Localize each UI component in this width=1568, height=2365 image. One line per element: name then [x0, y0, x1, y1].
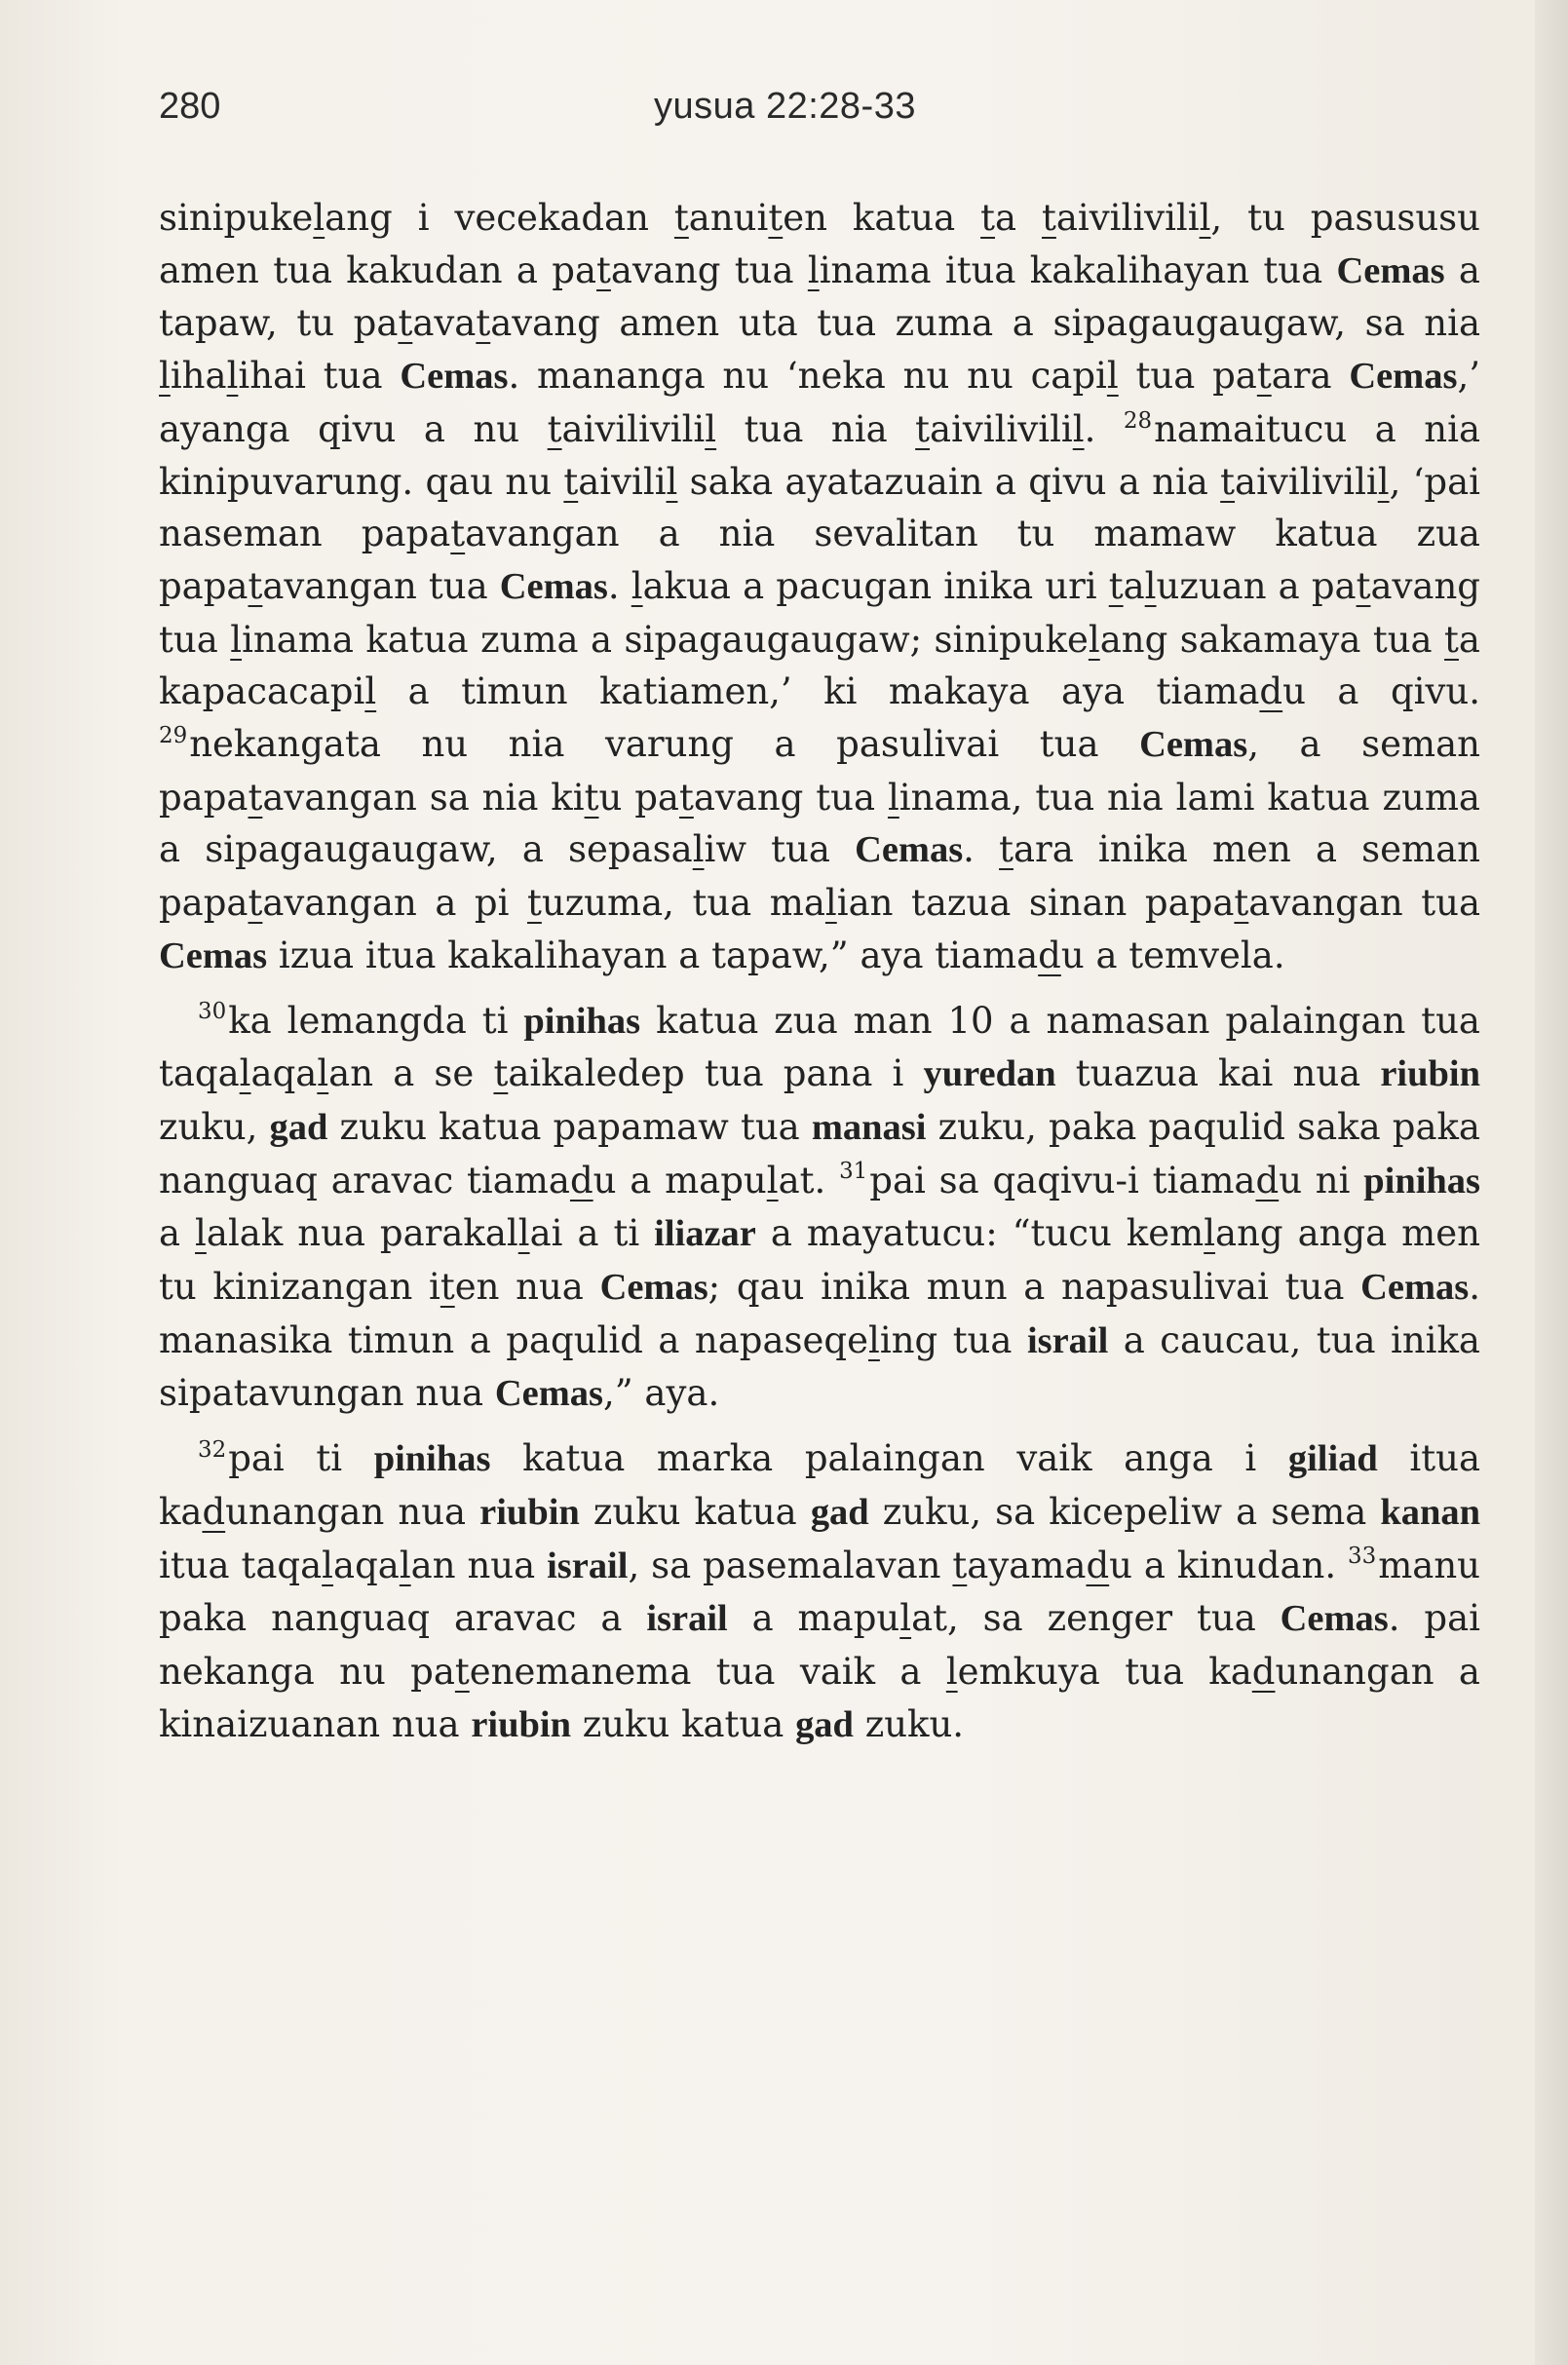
underlined-letter: d — [1259, 670, 1283, 713]
underlined-letter: l — [230, 618, 243, 661]
text-run: manu paka nanguaq aravac a — [159, 1544, 1480, 1640]
text-run: zuku katua — [570, 1702, 796, 1745]
underlined-letter: l — [766, 1159, 779, 1202]
underlined-letter: t — [248, 882, 263, 925]
text-run: a tapaw, tu pa — [159, 248, 1480, 345]
underlined-letter: l — [1199, 197, 1211, 239]
underlined-letter: l — [1072, 407, 1085, 450]
text-run: a caucau, tua inika sipatavungan nua — [159, 1318, 1480, 1415]
proper-name: Cemas — [400, 356, 509, 398]
text-run: emkuya tua ka — [957, 1650, 1252, 1693]
text-run: avangan sa nia ki — [262, 776, 585, 819]
underlined-letter: l — [317, 1052, 329, 1095]
underlined-letter: l — [1144, 564, 1157, 607]
proper-name: giliad — [1287, 1438, 1378, 1480]
proper-name: riubin — [479, 1491, 580, 1533]
proper-name: Cemas — [159, 935, 268, 976]
text-run: . — [607, 564, 631, 607]
text-run: anui — [688, 197, 769, 239]
underlined-letter: t — [440, 1266, 455, 1309]
underlined-letter: t — [584, 776, 599, 819]
text-run: akua a pacugan inika uri — [642, 564, 1109, 607]
proper-name: gad — [795, 1703, 854, 1745]
text-run: ai a ti — [529, 1212, 655, 1255]
text-run: iw tua — [704, 828, 856, 871]
proper-name: manasi — [811, 1106, 927, 1148]
text-run: en katua — [783, 197, 981, 239]
text-run: ka lemangda ti — [228, 999, 524, 1042]
text-run: itua ka — [159, 1437, 1480, 1533]
underlined-letter: l — [364, 670, 377, 713]
text-run: ; qau inika mun a napasulivai tua — [708, 1266, 1361, 1309]
verse-number: 29 — [159, 722, 188, 748]
page-header — [159, 86, 1480, 144]
underlined-letter: t — [768, 197, 784, 239]
page-edge — [1535, 0, 1568, 2365]
underlined-letter: t — [596, 248, 611, 291]
text-run: avangan a pi — [262, 882, 527, 925]
proper-name: yuredan — [923, 1053, 1056, 1095]
underlined-letter: t — [1234, 882, 1249, 925]
text-run: aivilivili — [930, 407, 1073, 450]
underlined-letter: l — [226, 355, 239, 398]
running-head: yusua 22:28-33 — [654, 86, 916, 127]
text-run: ihai tua — [238, 355, 401, 398]
underlined-letter: l — [631, 564, 643, 607]
text-run: avangan a nia sevalitan tu mamaw katua zua papa — [159, 513, 1480, 607]
underlined-letter: l — [517, 1212, 530, 1255]
underlined-letter: t — [563, 460, 579, 503]
text-run: ara inika men a seman papa — [159, 828, 1480, 925]
underlined-letter: l — [807, 248, 820, 291]
underlined-letter: d — [1251, 1650, 1276, 1693]
proper-name: Cemas — [599, 1267, 708, 1309]
text-run: namaitucu a nia kinipuvarung. qau nu — [159, 407, 1481, 503]
verse-number: 31 — [839, 1159, 868, 1185]
underlined-letter: l — [159, 355, 171, 398]
text-run: . pai nekanga nu pa — [159, 1597, 1481, 1693]
underlined-letter: t — [547, 407, 562, 450]
underlined-letter: t — [526, 882, 542, 925]
text-run: at, sa zenger tua — [911, 1597, 1281, 1640]
underlined-letter: t — [1108, 564, 1124, 607]
text-run: ang anga men tu kinizangan i — [159, 1212, 1480, 1309]
text-run: a — [1123, 564, 1145, 607]
underlined-letter: t — [248, 564, 263, 607]
underlined-letter: t — [678, 776, 694, 819]
underlined-letter: t — [980, 197, 995, 239]
proper-name: Cemas — [1349, 356, 1458, 398]
text-run: avangan tua — [1248, 882, 1480, 925]
proper-name: Cemas — [1336, 249, 1445, 291]
underlined-letter: l — [666, 460, 678, 503]
text-run: katua marka palaingan vaik anga i — [490, 1437, 1288, 1480]
text-run: aivili — [578, 460, 667, 503]
underlined-letter: t — [1356, 564, 1371, 607]
text-run: , a seman papa — [159, 723, 1480, 819]
underlined-letter: l — [705, 407, 717, 450]
proper-name: gad — [810, 1491, 869, 1533]
underlined-letter: t — [673, 197, 689, 239]
paragraph — [159, 192, 1480, 983]
underlined-letter: l — [868, 1318, 880, 1361]
text-run: avang amen uta tua zuma a sipagaugaugaw, sa nia — [490, 302, 1480, 345]
underlined-letter: l — [1377, 460, 1390, 503]
page-number: 280 — [159, 86, 221, 127]
text-run: a — [159, 1212, 196, 1255]
underlined-letter: l — [239, 1052, 251, 1095]
underlined-letter: l — [195, 1212, 207, 1255]
text-run: avang tua — [610, 248, 808, 291]
text-run: ara — [1271, 355, 1350, 398]
text-run: zuku, — [159, 1105, 270, 1148]
underlined-letter: d — [1255, 1159, 1280, 1202]
underlined-letter: t — [476, 302, 491, 345]
proper-name: Cemas — [499, 565, 608, 607]
underlined-letter: d — [1038, 934, 1061, 976]
underlined-letter: t — [1220, 460, 1236, 503]
text-run: ,” aya. — [602, 1372, 720, 1415]
underlined-letter: l — [1088, 618, 1100, 661]
text-run: a mayatucu: “tucu kem — [755, 1212, 1205, 1255]
text-run: inama itua kakalihayan tua — [819, 248, 1337, 291]
text-run: a kapacacapi — [159, 618, 1480, 713]
proper-name: gad — [269, 1106, 328, 1148]
text-run: an a se — [328, 1052, 494, 1095]
text-run: u a temvela. — [1060, 934, 1285, 976]
underlined-letter: t — [493, 1052, 509, 1095]
text-run: . mananga nu ‘neka nu nu capi — [508, 355, 1107, 398]
text-run: aqa — [333, 1544, 400, 1586]
text-run: tuazua kai nua — [1055, 1052, 1381, 1095]
proper-name: Cemas — [855, 829, 964, 871]
text-run: , sa pasemalavan — [628, 1544, 953, 1586]
proper-name: Cemas — [1139, 724, 1248, 766]
underlined-letter: l — [1204, 1212, 1216, 1255]
paragraph — [159, 995, 1480, 1422]
underlined-letter: d — [569, 1159, 593, 1202]
underlined-letter: l — [1106, 355, 1119, 398]
underlined-letter: l — [824, 882, 837, 925]
text-run: ayama — [967, 1544, 1087, 1586]
proper-name: Cemas — [494, 1373, 603, 1415]
underlined-letter: t — [915, 407, 931, 450]
text-run: aivilivili — [561, 407, 706, 450]
text-run: sinipuke — [159, 197, 314, 239]
text-run: u a mapu — [593, 1159, 767, 1202]
text-run: ian tazua sinan papa — [836, 882, 1235, 925]
text-run: zuku, paka paqulid saka paka nanguaq aravac tiama — [159, 1105, 1480, 1202]
text-run: inama, tua nia lami katua zuma a sipagaugaugaw, a sepasa — [159, 776, 1480, 871]
text-run: ,’ ayanga qivu a nu — [159, 355, 1480, 450]
text-run: iha — [170, 355, 227, 398]
proper-name: pinihas — [523, 1000, 641, 1042]
verse-number: 32 — [198, 1436, 227, 1463]
text-run: zuku, sa kicepeliw a sema — [868, 1490, 1381, 1533]
proper-name: iliazar — [654, 1213, 756, 1255]
text-run: uzuan a pa — [1156, 564, 1357, 607]
proper-name: pinihas — [1363, 1160, 1481, 1202]
text-run: zuku katua — [579, 1490, 811, 1533]
proper-name: riubin — [471, 1703, 571, 1745]
underlined-letter: l — [313, 197, 325, 239]
underlined-letter: t — [952, 1544, 968, 1586]
proper-name: Cemas — [1280, 1598, 1389, 1640]
proper-name: israil — [547, 1545, 629, 1586]
text-run: . manasika timun a paqulid a napaseqe — [159, 1266, 1480, 1361]
text-run: a — [994, 197, 1042, 239]
text-run: alak nua parakal — [206, 1212, 518, 1255]
text-run: ing tua — [879, 1318, 1027, 1361]
text-run: avang tua — [693, 776, 888, 819]
proper-name: israil — [646, 1598, 728, 1640]
underlined-letter: t — [450, 513, 466, 555]
text-run: avangan tua — [262, 564, 500, 607]
text-run: u a qivu. — [1282, 670, 1480, 713]
underlined-letter: l — [399, 1544, 411, 1586]
underlined-letter: l — [945, 1650, 958, 1693]
proper-name: pinihas — [373, 1438, 491, 1480]
verse-number: 28 — [1123, 407, 1153, 434]
text-run: a mapu — [727, 1597, 900, 1640]
text-run: aqa — [250, 1052, 318, 1095]
text-run: u ni — [1279, 1159, 1364, 1202]
text-run: nekangata nu nia varung a pasulivai tua — [189, 723, 1140, 766]
underlined-letter: l — [899, 1597, 912, 1640]
underlined-letter: t — [454, 1650, 470, 1693]
text-run: unangan a kinaizuanan nua — [159, 1650, 1480, 1745]
text-run: pai sa qaqivu-i tiama — [869, 1159, 1256, 1202]
text-run: katua zua man 10 a namasan palaingan tua taqa — [159, 999, 1480, 1095]
underlined-letter: l — [322, 1544, 334, 1586]
text-run: . — [963, 828, 1000, 871]
proper-name: riubin — [1380, 1053, 1480, 1095]
text-run: an nua — [410, 1544, 548, 1586]
proper-name: Cemas — [1360, 1267, 1470, 1309]
text-run: aivilivili — [1055, 197, 1200, 239]
proper-name: israil — [1026, 1319, 1109, 1361]
body-text — [159, 192, 1480, 1751]
text-run: zuku katua papamaw tua — [327, 1105, 812, 1148]
text-run: a timun katiamen,’ ki makaya aya tiama — [376, 670, 1260, 713]
text-run: ang sakamaya tua — [1099, 618, 1445, 661]
underlined-letter: t — [248, 776, 263, 819]
text-run: u pa — [598, 776, 679, 819]
text-run: tua nia — [716, 407, 916, 450]
text-run: izua itua kakalihayan a tapaw,” aya tiama — [267, 934, 1039, 976]
underlined-letter: t — [1444, 618, 1459, 661]
text-run: . — [1084, 407, 1124, 450]
text-run: inama katua zuma a sipagaugaugaw; sinipuke — [242, 618, 1089, 661]
text-run: unangan nua — [225, 1490, 480, 1533]
verse-number: 33 — [1348, 1544, 1377, 1570]
text-run: tua pa — [1118, 355, 1257, 398]
underlined-letter: t — [1256, 355, 1272, 398]
proper-name: kanan — [1380, 1491, 1481, 1533]
text-run: u a kinudan. — [1109, 1544, 1348, 1586]
text-run: ang i vecekadan — [325, 197, 674, 239]
text-run: aivilivili — [1235, 460, 1378, 503]
paragraph — [159, 1432, 1480, 1751]
underlined-letter: l — [887, 776, 899, 819]
text-run: ava — [412, 302, 477, 345]
text-run: avang tua — [159, 564, 1480, 661]
text-run: zuku. — [853, 1702, 965, 1745]
underlined-letter: l — [692, 828, 705, 871]
verse-number: 30 — [198, 999, 227, 1025]
underlined-letter: t — [1042, 197, 1056, 239]
text-run: en nua — [454, 1266, 600, 1309]
underlined-letter: t — [999, 828, 1013, 871]
text-run: pai ti — [228, 1437, 374, 1480]
text-run: enemanema tua vaik a — [469, 1650, 946, 1693]
text-run: , tu pasususu amen tua kakudan a pa — [159, 197, 1480, 291]
underlined-letter: d — [1086, 1544, 1110, 1586]
text-run: , ‘pai naseman papa — [159, 460, 1480, 555]
underlined-letter: t — [398, 302, 413, 345]
text-run: aikaledep tua pana i — [508, 1052, 924, 1095]
text-run: uzuma, tua ma — [541, 882, 825, 925]
text-run: itua taqa — [159, 1544, 323, 1586]
text-run: saka ayatazuain a qivu a nia — [677, 460, 1221, 503]
underlined-letter: d — [202, 1490, 226, 1533]
text-run: at. — [778, 1159, 840, 1202]
